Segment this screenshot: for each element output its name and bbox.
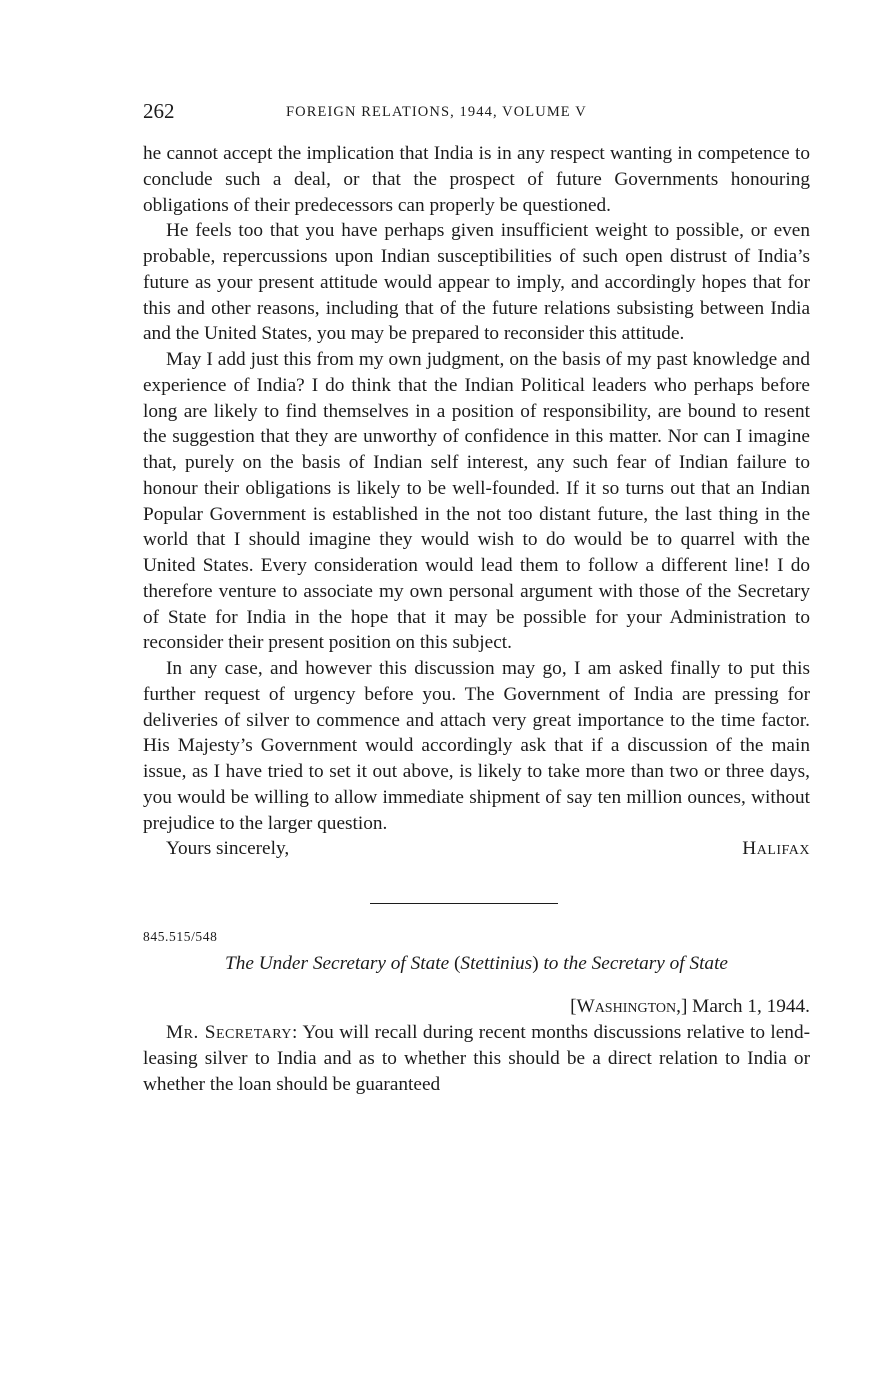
section-divider (370, 903, 558, 904)
salutation: Mr. Secretary: (166, 1022, 298, 1043)
running-head (143, 98, 810, 128)
letter-paragraph-1: he cannot accept the implication that India is in any respect wanting in competence to conclude such a deal, or that the prospect of future Governments honouring obligations of their predecessors can properly be questioned. (143, 143, 810, 216)
memo-text: You will recall during recent months discussions relative to lend-leasing silver to India and as to whether this should be a direct relation to India or whether the loan should be guaranteed (143, 1022, 811, 1095)
heading-paren-open: ( (454, 953, 461, 974)
dateline (143, 994, 810, 1020)
heading-end: to the Secretary of State (538, 953, 728, 974)
dateline-bracket-close: ] (680, 996, 688, 1017)
letter-paragraph-4: In any case, and however this discussion may go, I am asked finally to put this further request of urgency before you. The Government of India are pressing for deliveries of silver to commence and attach very great importance to the time factor. His Majesty’s Government would accordingly ask that if a discussion of the main issue, as I have tried to set it out above, is likely to take more than two or three days, you would be willing to allow immediate shipment of say ten million ounces, without prejudice to the larger question. (143, 658, 810, 834)
letter-paragraph-3: May I add just this from my own judgment, on the basis of my past knowledge and experience of India? I do think that the Indian Political leaders who perhaps before long are likely to find themselves in a position of responsibility, are bound to resent the suggestion that they are unworthy of confidence in this matter. Nor can I imagine that, purely on the basis of Indian self interest, any such fear of Indian failure to honour their obligations is likely to be well-founded. If it so turns out that an Indian Popular Government is established in the not too distant future, the last thing in the world that I should imagine they would wish to do would be to quarrel with the United States. Every consideration would lead them to follow a different line! I do therefore venture to associate my own personal argument with those of the Secretary of State for India in the hope that it may be possible for your Administration to reconsider their present position on this subject. (143, 349, 810, 654)
heading-start: The Under Secretary of State (224, 953, 454, 974)
memo-body (143, 1020, 810, 1097)
file-number: 845.515/548 (143, 929, 218, 944)
heading-name: Stettinius (460, 953, 533, 974)
letter-body (143, 141, 810, 836)
memo-paragraph-1 (143, 1020, 810, 1097)
dateline-place: Washington, (576, 996, 681, 1017)
closing-phrase: Yours sincerely, (166, 838, 290, 860)
running-title: FOREIGN RELATIONS, 1944, VOLUME V (286, 104, 587, 120)
page-number: 262 (143, 99, 175, 123)
document-heading (143, 951, 810, 977)
letter-closing (143, 836, 810, 862)
dateline-date: March 1, 1944. (687, 996, 810, 1017)
document-page (143, 98, 810, 1097)
letter-paragraph-2: He feels too that you have perhaps given insufficient weight to possible, or even probable, repercussions upon Indian susceptibilities of such open distrust of India’s future as your present attitude would appear to imply, and accordingly hopes that for this and other reasons, including that of the future relations subsisting between India and the United States, you may be prepared to reconsider this attitude. (143, 220, 810, 345)
heading-paren-close: ) (532, 953, 539, 974)
signature: Halifax (742, 838, 810, 860)
dateline-bracket-open: [ (570, 996, 577, 1017)
